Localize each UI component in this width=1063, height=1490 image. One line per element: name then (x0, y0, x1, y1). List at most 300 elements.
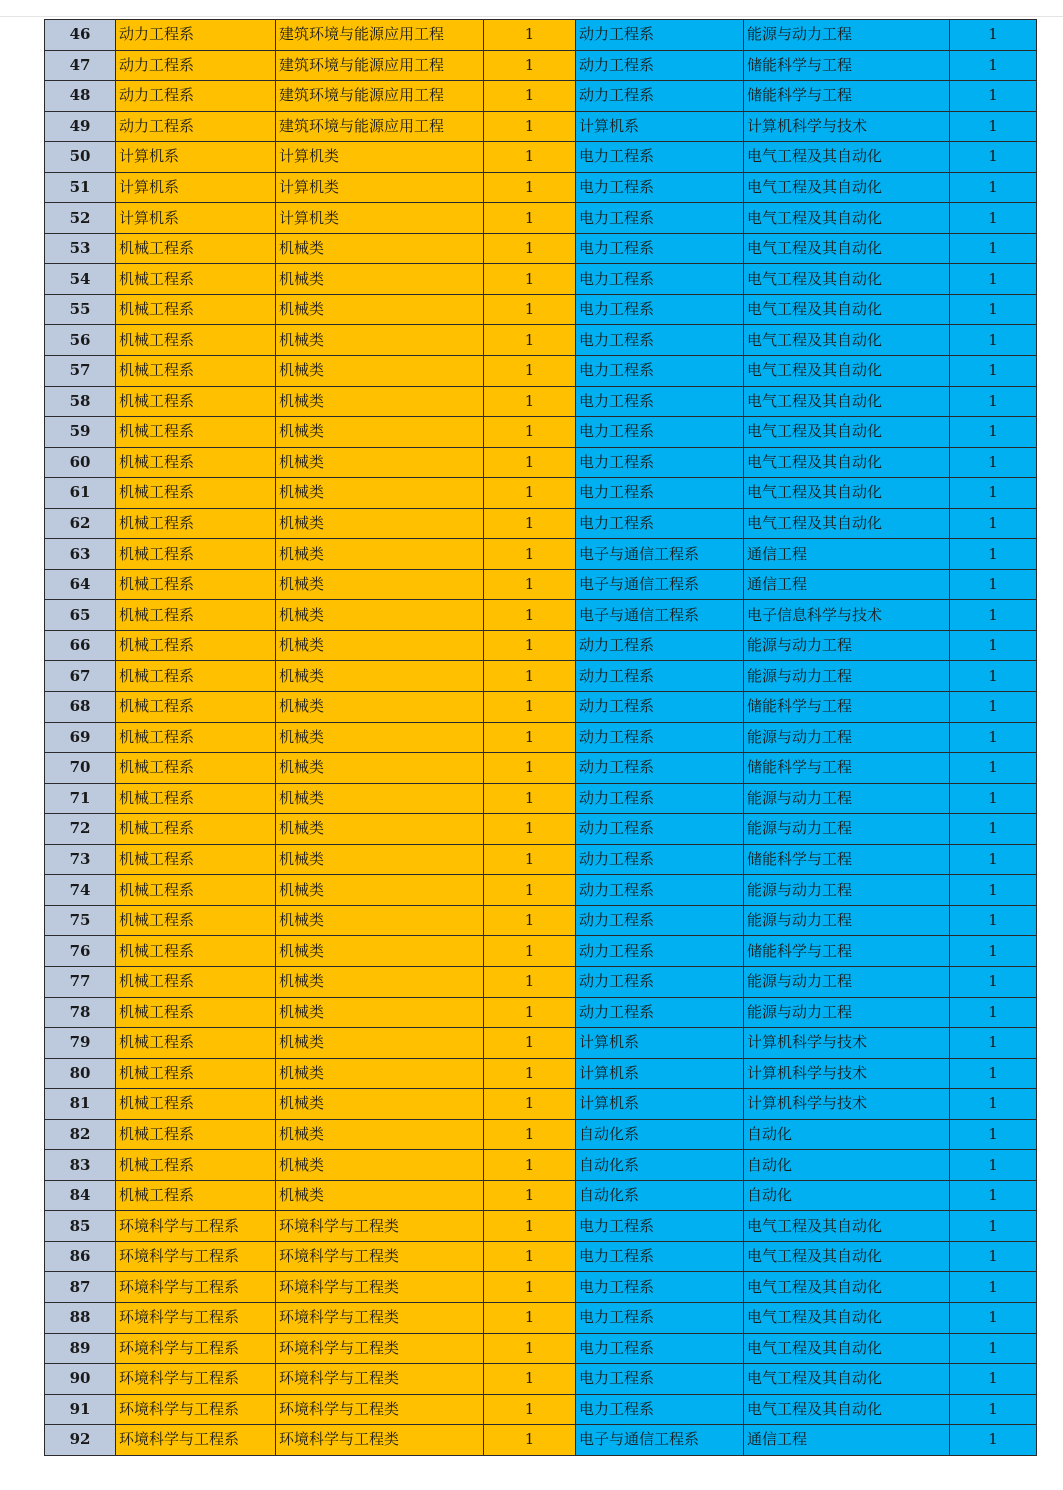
original-major-cell: 机械类 (276, 539, 484, 570)
target-major-cell: 电气工程及其自动化 (744, 1394, 950, 1425)
table-row (45, 1119, 1037, 1150)
target-major-cell: 计算机科学与技术 (744, 1089, 950, 1120)
target-major-cell: 自动化 (744, 1119, 950, 1150)
table-row (45, 1333, 1037, 1364)
target-department-cell: 电力工程系 (576, 447, 744, 478)
row-number-cell: 73 (45, 844, 116, 875)
original-department-cell: 环境科学与工程系 (116, 1272, 276, 1303)
row-number-cell: 55 (45, 294, 116, 325)
target-major-cell: 通信工程 (744, 569, 950, 600)
row-number-cell: 52 (45, 203, 116, 234)
target-count-cell: 1 (950, 1241, 1037, 1272)
original-count-cell: 1 (484, 325, 576, 356)
table-row (45, 692, 1037, 723)
table-row (45, 997, 1037, 1028)
target-major-cell: 自动化 (744, 1180, 950, 1211)
row-number-cell: 79 (45, 1028, 116, 1059)
original-department-cell: 机械工程系 (116, 569, 276, 600)
target-major-cell: 电气工程及其自动化 (744, 356, 950, 387)
target-count-cell: 1 (950, 386, 1037, 417)
target-major-cell: 电气工程及其自动化 (744, 325, 950, 356)
original-department-cell: 机械工程系 (116, 325, 276, 356)
target-major-cell: 能源与动力工程 (744, 997, 950, 1028)
original-department-cell: 机械工程系 (116, 294, 276, 325)
table-row (45, 844, 1037, 875)
target-department-cell: 电力工程系 (576, 1241, 744, 1272)
target-count-cell: 1 (950, 1058, 1037, 1089)
target-count-cell: 1 (950, 1211, 1037, 1242)
row-number-cell: 68 (45, 692, 116, 723)
row-number-cell: 53 (45, 233, 116, 264)
target-major-cell: 电气工程及其自动化 (744, 508, 950, 539)
target-department-cell: 电力工程系 (576, 1394, 744, 1425)
original-department-cell: 机械工程系 (116, 478, 276, 509)
row-number-cell: 77 (45, 966, 116, 997)
table-row (45, 20, 1037, 51)
table-row (45, 1302, 1037, 1333)
row-number-cell: 84 (45, 1180, 116, 1211)
table-row (45, 1028, 1037, 1059)
row-number-cell: 65 (45, 600, 116, 631)
original-department-cell: 动力工程系 (116, 50, 276, 81)
target-department-cell: 动力工程系 (576, 966, 744, 997)
row-number-cell: 64 (45, 569, 116, 600)
original-count-cell: 1 (484, 875, 576, 906)
table-row (45, 1058, 1037, 1089)
original-major-cell: 建筑环境与能源应用工程 (276, 20, 484, 51)
table-row (45, 508, 1037, 539)
target-department-cell: 动力工程系 (576, 722, 744, 753)
original-department-cell: 机械工程系 (116, 539, 276, 570)
target-major-cell: 电气工程及其自动化 (744, 1302, 950, 1333)
target-count-cell: 1 (950, 81, 1037, 112)
original-count-cell: 1 (484, 447, 576, 478)
original-department-cell: 机械工程系 (116, 783, 276, 814)
table-row (45, 936, 1037, 967)
original-major-cell: 机械类 (276, 753, 484, 784)
original-major-cell: 机械类 (276, 600, 484, 631)
original-major-cell: 计算机类 (276, 203, 484, 234)
target-department-cell: 电力工程系 (576, 417, 744, 448)
original-department-cell: 机械工程系 (116, 875, 276, 906)
target-count-cell: 1 (950, 1180, 1037, 1211)
original-major-cell: 机械类 (276, 936, 484, 967)
target-department-cell: 计算机系 (576, 1058, 744, 1089)
target-count-cell: 1 (950, 966, 1037, 997)
target-department-cell: 电力工程系 (576, 294, 744, 325)
original-department-cell: 机械工程系 (116, 386, 276, 417)
target-department-cell: 计算机系 (576, 111, 744, 142)
target-count-cell: 1 (950, 936, 1037, 967)
target-major-cell: 通信工程 (744, 539, 950, 570)
original-department-cell: 计算机系 (116, 203, 276, 234)
table-row (45, 600, 1037, 631)
original-count-cell: 1 (484, 1302, 576, 1333)
original-count-cell: 1 (484, 1272, 576, 1303)
original-department-cell: 机械工程系 (116, 936, 276, 967)
target-count-cell: 1 (950, 722, 1037, 753)
original-count-cell: 1 (484, 264, 576, 295)
original-department-cell: 机械工程系 (116, 1150, 276, 1181)
target-department-cell: 计算机系 (576, 1089, 744, 1120)
original-major-cell: 机械类 (276, 997, 484, 1028)
original-count-cell: 1 (484, 569, 576, 600)
row-number-cell: 89 (45, 1333, 116, 1364)
target-department-cell: 动力工程系 (576, 844, 744, 875)
table-row (45, 81, 1037, 112)
row-number-cell: 82 (45, 1119, 116, 1150)
original-department-cell: 动力工程系 (116, 20, 276, 51)
target-department-cell: 电力工程系 (576, 1272, 744, 1303)
table-row (45, 447, 1037, 478)
target-department-cell: 电力工程系 (576, 264, 744, 295)
original-major-cell: 机械类 (276, 233, 484, 264)
original-count-cell: 1 (484, 1241, 576, 1272)
original-count-cell: 1 (484, 508, 576, 539)
original-count-cell: 1 (484, 356, 576, 387)
target-major-cell: 能源与动力工程 (744, 814, 950, 845)
target-count-cell: 1 (950, 325, 1037, 356)
target-department-cell: 电力工程系 (576, 172, 744, 203)
original-major-cell: 环境科学与工程类 (276, 1272, 484, 1303)
target-count-cell: 1 (950, 233, 1037, 264)
original-count-cell: 1 (484, 630, 576, 661)
original-count-cell: 1 (484, 417, 576, 448)
target-major-cell: 能源与动力工程 (744, 966, 950, 997)
target-department-cell: 自动化系 (576, 1150, 744, 1181)
target-major-cell: 能源与动力工程 (744, 20, 950, 51)
target-count-cell: 1 (950, 1333, 1037, 1364)
table-row (45, 722, 1037, 753)
original-count-cell: 1 (484, 1028, 576, 1059)
original-count-cell: 1 (484, 294, 576, 325)
target-major-cell: 电气工程及其自动化 (744, 386, 950, 417)
row-number-cell: 49 (45, 111, 116, 142)
target-major-cell: 电气工程及其自动化 (744, 1241, 950, 1272)
target-department-cell: 电力工程系 (576, 478, 744, 509)
target-major-cell: 电气工程及其自动化 (744, 142, 950, 173)
target-department-cell: 动力工程系 (576, 814, 744, 845)
original-count-cell: 1 (484, 142, 576, 173)
original-major-cell: 环境科学与工程类 (276, 1425, 484, 1456)
original-major-cell: 机械类 (276, 905, 484, 936)
table-row (45, 814, 1037, 845)
row-number-cell: 75 (45, 905, 116, 936)
target-department-cell: 电力工程系 (576, 386, 744, 417)
original-count-cell: 1 (484, 478, 576, 509)
target-count-cell: 1 (950, 264, 1037, 295)
target-major-cell: 电子信息科学与技术 (744, 600, 950, 631)
original-major-cell: 机械类 (276, 325, 484, 356)
target-department-cell: 电力工程系 (576, 508, 744, 539)
target-count-cell: 1 (950, 417, 1037, 448)
original-count-cell: 1 (484, 233, 576, 264)
target-department-cell: 电子与通信工程系 (576, 569, 744, 600)
target-department-cell: 动力工程系 (576, 997, 744, 1028)
table-row (45, 1241, 1037, 1272)
original-count-cell: 1 (484, 386, 576, 417)
target-count-cell: 1 (950, 1364, 1037, 1395)
row-number-cell: 71 (45, 783, 116, 814)
target-count-cell: 1 (950, 1394, 1037, 1425)
original-count-cell: 1 (484, 753, 576, 784)
original-department-cell: 动力工程系 (116, 81, 276, 112)
target-count-cell: 1 (950, 1302, 1037, 1333)
original-count-cell: 1 (484, 1364, 576, 1395)
table-row (45, 50, 1037, 81)
target-count-cell: 1 (950, 997, 1037, 1028)
original-major-cell: 建筑环境与能源应用工程 (276, 111, 484, 142)
original-count-cell: 1 (484, 936, 576, 967)
table-row (45, 1272, 1037, 1303)
target-count-cell: 1 (950, 875, 1037, 906)
original-count-cell: 1 (484, 1180, 576, 1211)
target-major-cell: 通信工程 (744, 1425, 950, 1456)
target-count-cell: 1 (950, 783, 1037, 814)
target-department-cell: 动力工程系 (576, 936, 744, 967)
original-major-cell: 机械类 (276, 814, 484, 845)
original-count-cell: 1 (484, 1058, 576, 1089)
target-count-cell: 1 (950, 203, 1037, 234)
target-count-cell: 1 (950, 1272, 1037, 1303)
row-number-cell: 47 (45, 50, 116, 81)
original-major-cell: 机械类 (276, 1150, 484, 1181)
target-major-cell: 能源与动力工程 (744, 661, 950, 692)
target-department-cell: 电力工程系 (576, 1364, 744, 1395)
original-major-cell: 计算机类 (276, 172, 484, 203)
table-row (45, 905, 1037, 936)
original-major-cell: 建筑环境与能源应用工程 (276, 50, 484, 81)
original-major-cell: 机械类 (276, 356, 484, 387)
target-count-cell: 1 (950, 508, 1037, 539)
target-count-cell: 1 (950, 600, 1037, 631)
target-count-cell: 1 (950, 1119, 1037, 1150)
original-major-cell: 机械类 (276, 294, 484, 325)
original-major-cell: 机械类 (276, 630, 484, 661)
original-count-cell: 1 (484, 111, 576, 142)
top-divider (0, 16, 1063, 17)
table-row (45, 142, 1037, 173)
original-major-cell: 机械类 (276, 569, 484, 600)
original-count-cell: 1 (484, 783, 576, 814)
target-major-cell: 能源与动力工程 (744, 783, 950, 814)
original-count-cell: 1 (484, 20, 576, 51)
row-number-cell: 51 (45, 172, 116, 203)
table-row (45, 111, 1037, 142)
target-department-cell: 自动化系 (576, 1180, 744, 1211)
row-number-cell: 70 (45, 753, 116, 784)
target-count-cell: 1 (950, 753, 1037, 784)
original-count-cell: 1 (484, 905, 576, 936)
target-count-cell: 1 (950, 905, 1037, 936)
original-major-cell: 机械类 (276, 692, 484, 723)
target-count-cell: 1 (950, 1089, 1037, 1120)
original-major-cell: 机械类 (276, 1180, 484, 1211)
target-count-cell: 1 (950, 294, 1037, 325)
row-number-cell: 69 (45, 722, 116, 753)
original-count-cell: 1 (484, 966, 576, 997)
original-department-cell: 机械工程系 (116, 997, 276, 1028)
target-department-cell: 电子与通信工程系 (576, 539, 744, 570)
row-number-cell: 81 (45, 1089, 116, 1120)
target-count-cell: 1 (950, 661, 1037, 692)
target-major-cell: 电气工程及其自动化 (744, 294, 950, 325)
target-major-cell: 计算机科学与技术 (744, 111, 950, 142)
table-row (45, 539, 1037, 570)
table-row (45, 1180, 1037, 1211)
target-department-cell: 电力工程系 (576, 203, 744, 234)
target-department-cell: 动力工程系 (576, 692, 744, 723)
target-count-cell: 1 (950, 172, 1037, 203)
original-major-cell: 机械类 (276, 783, 484, 814)
target-major-cell: 电气工程及其自动化 (744, 1211, 950, 1242)
table-row (45, 1425, 1037, 1456)
original-major-cell: 机械类 (276, 844, 484, 875)
target-department-cell: 电力工程系 (576, 356, 744, 387)
original-major-cell: 机械类 (276, 417, 484, 448)
original-count-cell: 1 (484, 661, 576, 692)
row-number-cell: 58 (45, 386, 116, 417)
row-number-cell: 46 (45, 20, 116, 51)
original-major-cell: 机械类 (276, 1089, 484, 1120)
original-count-cell: 1 (484, 722, 576, 753)
target-major-cell: 电气工程及其自动化 (744, 233, 950, 264)
original-department-cell: 机械工程系 (116, 1119, 276, 1150)
original-department-cell: 环境科学与工程系 (116, 1302, 276, 1333)
table-row (45, 325, 1037, 356)
target-department-cell: 动力工程系 (576, 661, 744, 692)
table-row (45, 233, 1037, 264)
original-department-cell: 机械工程系 (116, 630, 276, 661)
original-major-cell: 机械类 (276, 386, 484, 417)
original-count-cell: 1 (484, 1333, 576, 1364)
row-number-cell: 85 (45, 1211, 116, 1242)
original-department-cell: 环境科学与工程系 (116, 1333, 276, 1364)
table-row (45, 753, 1037, 784)
original-department-cell: 机械工程系 (116, 508, 276, 539)
original-department-cell: 机械工程系 (116, 722, 276, 753)
row-number-cell: 63 (45, 539, 116, 570)
original-count-cell: 1 (484, 203, 576, 234)
target-department-cell: 自动化系 (576, 1119, 744, 1150)
row-number-cell: 59 (45, 417, 116, 448)
original-count-cell: 1 (484, 1119, 576, 1150)
target-major-cell: 电气工程及其自动化 (744, 1272, 950, 1303)
target-department-cell: 动力工程系 (576, 783, 744, 814)
original-count-cell: 1 (484, 600, 576, 631)
original-count-cell: 1 (484, 1150, 576, 1181)
original-count-cell: 1 (484, 814, 576, 845)
table-row (45, 569, 1037, 600)
original-major-cell: 机械类 (276, 264, 484, 295)
target-department-cell: 电子与通信工程系 (576, 600, 744, 631)
original-major-cell: 机械类 (276, 508, 484, 539)
original-department-cell: 计算机系 (116, 172, 276, 203)
row-number-cell: 86 (45, 1241, 116, 1272)
original-major-cell: 机械类 (276, 478, 484, 509)
target-major-cell: 能源与动力工程 (744, 875, 950, 906)
target-department-cell: 动力工程系 (576, 50, 744, 81)
original-count-cell: 1 (484, 997, 576, 1028)
original-major-cell: 机械类 (276, 1058, 484, 1089)
original-major-cell: 环境科学与工程类 (276, 1364, 484, 1395)
table-row (45, 264, 1037, 295)
target-department-cell: 动力工程系 (576, 753, 744, 784)
original-count-cell: 1 (484, 844, 576, 875)
row-number-cell: 60 (45, 447, 116, 478)
table-row (45, 203, 1037, 234)
target-department-cell: 电力工程系 (576, 233, 744, 264)
target-major-cell: 自动化 (744, 1150, 950, 1181)
original-major-cell: 机械类 (276, 966, 484, 997)
original-department-cell: 机械工程系 (116, 264, 276, 295)
target-major-cell: 电气工程及其自动化 (744, 172, 950, 203)
table-row (45, 172, 1037, 203)
table-row (45, 417, 1037, 448)
target-department-cell: 电力工程系 (576, 1302, 744, 1333)
original-count-cell: 1 (484, 1394, 576, 1425)
original-major-cell: 机械类 (276, 447, 484, 478)
original-major-cell: 环境科学与工程类 (276, 1394, 484, 1425)
target-major-cell: 电气工程及其自动化 (744, 1364, 950, 1395)
target-major-cell: 储能科学与工程 (744, 844, 950, 875)
original-major-cell: 环境科学与工程类 (276, 1333, 484, 1364)
original-department-cell: 环境科学与工程系 (116, 1241, 276, 1272)
original-count-cell: 1 (484, 539, 576, 570)
row-number-cell: 90 (45, 1364, 116, 1395)
row-number-cell: 88 (45, 1302, 116, 1333)
target-major-cell: 储能科学与工程 (744, 50, 950, 81)
original-department-cell: 机械工程系 (116, 844, 276, 875)
original-department-cell: 机械工程系 (116, 600, 276, 631)
table-row (45, 478, 1037, 509)
target-count-cell: 1 (950, 1150, 1037, 1181)
target-count-cell: 1 (950, 1425, 1037, 1456)
original-major-cell: 环境科学与工程类 (276, 1241, 484, 1272)
target-major-cell: 储能科学与工程 (744, 692, 950, 723)
target-count-cell: 1 (950, 630, 1037, 661)
row-number-cell: 67 (45, 661, 116, 692)
original-major-cell: 机械类 (276, 722, 484, 753)
target-major-cell: 储能科学与工程 (744, 81, 950, 112)
row-number-cell: 61 (45, 478, 116, 509)
original-department-cell: 环境科学与工程系 (116, 1425, 276, 1456)
row-number-cell: 76 (45, 936, 116, 967)
original-major-cell: 环境科学与工程类 (276, 1211, 484, 1242)
row-number-cell: 87 (45, 1272, 116, 1303)
original-department-cell: 机械工程系 (116, 356, 276, 387)
target-major-cell: 能源与动力工程 (744, 630, 950, 661)
original-department-cell: 机械工程系 (116, 1180, 276, 1211)
row-number-cell: 72 (45, 814, 116, 845)
table-row (45, 875, 1037, 906)
original-department-cell: 环境科学与工程系 (116, 1394, 276, 1425)
target-major-cell: 计算机科学与技术 (744, 1028, 950, 1059)
target-major-cell: 电气工程及其自动化 (744, 447, 950, 478)
transfer-table (44, 19, 1036, 1456)
original-department-cell: 机械工程系 (116, 966, 276, 997)
original-department-cell: 机械工程系 (116, 1058, 276, 1089)
row-number-cell: 66 (45, 630, 116, 661)
original-department-cell: 环境科学与工程系 (116, 1211, 276, 1242)
target-count-cell: 1 (950, 569, 1037, 600)
original-major-cell: 机械类 (276, 1119, 484, 1150)
row-number-cell: 91 (45, 1394, 116, 1425)
original-major-cell: 机械类 (276, 875, 484, 906)
table-row (45, 630, 1037, 661)
original-count-cell: 1 (484, 1089, 576, 1120)
target-department-cell: 电力工程系 (576, 325, 744, 356)
